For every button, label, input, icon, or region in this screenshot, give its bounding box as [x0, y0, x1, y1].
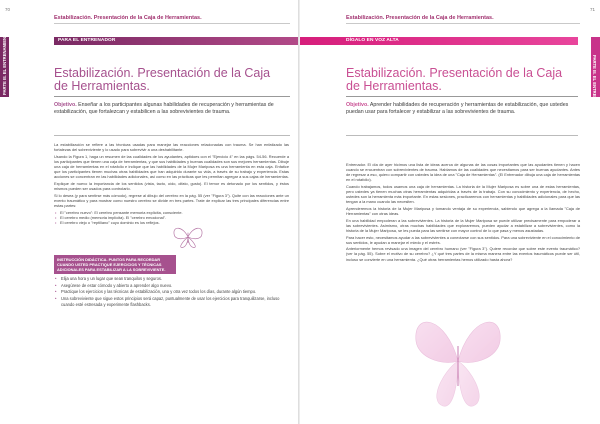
- running-head: Estabilización. Presentación de la Caja de Herramientas.: [346, 15, 494, 21]
- list-item: • Una sobreviviente que sigue estos principios será capaz, puntualmente de usar los ejercicios para tranquilizarse, incluso cuando esté estresada y experimente flashbacks.: [54, 296, 289, 307]
- page-number: 70: [5, 7, 11, 12]
- paragraph: Aprenderemos la historia de la Mujer Mariposa y tomando ventaja de su experiencia, sabiendo que agrega a la llamada "Caja de Herramientas" con otras ideas.: [346, 205, 580, 217]
- paragraph: Para hacer esto, necesitamos ayudar a las sobrevivientes a conectarse con sus sentidos. Para una sobreviviente en el conocimiento de sus sentidos, le ayudan a manejar el miedo y el estrés.: [346, 234, 581, 245]
- paragraph: Cuando trabajamos, todos usamos una caja de herramientas. La historia de la Mujer Mariposa es sobre una de estas herramientas, pero ustedes ya tienen muchas otras herramientas adquiridas a través de la trabajo. Con su conocimiento y experiencia, de hecho, ustedes son la herramienta más importante. En estas sesiones, practicaremos con herramientas y habilidades adicionales para que las tengan a la mano cuando las necesiten.: [346, 183, 580, 205]
- paragraph: Entrenador. El día de ayer hicimos una lista de ideas acerca de algunas de las cosas importantes que las ayudantes tienen y hacen cuando se encuentran con sobrevivientes de trauma. Hablamos de las cualidades que necesitamos para ser buenas ayudantes. Antes de regresar a eso, quiero compartir con ustedes la idea de una "Caja de Herramientas". (El Entrenador dibuja una caja de herramientas en el rotafolio).: [346, 162, 580, 183]
- list-item: • Practique los ejercicios y las técnicas de estabilización, una y otra vez todos los días, durante algún tiempo.: [54, 289, 289, 295]
- divider: [54, 135, 290, 136]
- objective-text: Aprender habilidades de recuperación y herramientas de estabilización, que ustedes puedan usar para fortalecer y estabilizar a las sobrevivientes de trauma.: [346, 102, 569, 115]
- butterfly-icon: [408, 306, 508, 416]
- running-head: Estabilización. Presentación de la Caja de Herramientas.: [54, 15, 202, 21]
- list-item: • El cerebro medio (memoria implícita). El "cerebro emocional".: [54, 215, 289, 220]
- brain-list: [54, 210, 289, 225]
- divider: [54, 96, 290, 97]
- list-item: • Elija una hora y un lugar que sean tranquilos y seguros.: [54, 276, 289, 282]
- list-item: • Asegúrese de estar cómodo y abierto a aprender algo nuevo.: [54, 283, 289, 289]
- divider: [54, 23, 290, 24]
- objective-lead: Objetivo.: [346, 102, 369, 108]
- page-title: Estabilización. Presentación de la Caja de Herramientas.: [346, 66, 563, 93]
- section-banner: PARA EL ENTRENADOR: [54, 37, 300, 45]
- objective-lead: Objetivo.: [54, 102, 77, 108]
- objective: [346, 102, 580, 115]
- divider: [346, 23, 580, 24]
- paragraph: Si lo desea (y para sentirse más cómodo), regrese al dibujo del cerebro en la pág. 55 (ver "Figura 3"). Quite con las reacciones ante un evento traumático y para mostrar como nuestro cerebro se divide en tres partes. Trate de explicar las tres principales diferencias entre estas partes:: [54, 192, 289, 208]
- divider: [346, 96, 578, 97]
- right-page: [300, 0, 600, 424]
- side-tab-label: PARTE III. EL ENTRENAMIENTO: [2, 31, 7, 95]
- page-title: Estabilización. Presentación de la Caja de Herramientas.: [54, 66, 271, 93]
- divider: [346, 135, 578, 136]
- tips-list: [54, 276, 289, 308]
- body-text: [54, 142, 289, 225]
- paragraph: Explique de nuevo la importancia de los sentidos (vista, tacto, oído, olfato, gusto). El temor es detonado por los sentidos, y éstos mismos pueden ser usados para controlarlo.: [54, 180, 289, 191]
- side-tab-label: PARTE III. EL ENTRENAMIENTO: [592, 55, 597, 119]
- list-item: • El "cerebro nuevo": El cerebro pensante memoria explícita, consciente.: [54, 210, 289, 215]
- body-text: [346, 162, 580, 263]
- didactic-callout: INSTRUCCIÓN DIDÁCTICA. PUNTOS PARA RECORDAR CUANDO USTED PRACTIQUE EJERCICIOS Y TÉCNICAS ADICIONALES PARA ESTABILIZAR A LA SOBREVIVIENTE.: [54, 255, 176, 274]
- objective: [54, 102, 289, 115]
- list-item: • El cerebro viejo o "reptiliano" cuyo dominio es los reflejos.: [54, 220, 289, 225]
- section-banner: DÍGALO EN VOZ ALTA: [300, 37, 578, 45]
- paragraph: La estabilización se refiere a las técnicas usadas para manejar las reacciones relacionadas con trauma. Se han enfatizado las fortalezas del sobreviviente y lo usado para sobrevivir a una deshabilitante.: [54, 142, 289, 153]
- paragraph: Anteriormente hemos revisado una imagen del cerebro humano (ver "Figura 3"). Quiere recordar que sobre este evento traumático? (ver la pág. 55). Sobre el motivo de su cerebro? ¿Y qué tres partes de la misma manera entre las eventos traumáticos puede ser útil, incluso se convierte en una herramienta. ¿Qué otras herramientas hemos utilizado hasta ahora?: [346, 246, 580, 262]
- paragraph: En una habilidad empoderan a las sobrevivientes. La historia de la Mujer Mariposa se puede utilizar precisamente para empoderar a las sobrevivientes. Asimismo, otras muchas habilidades que exploraremos, pueden ayudar a estabilizar a sobrevivientes, como la historia de la Mujer Mariposa, se les pueda para las sentirse con mayor control de lo que pasa y menos asustadas.: [346, 217, 580, 233]
- page-number: 71: [589, 7, 595, 12]
- paragraph: Usando la Figura 1, haga un resumen de las cualidades de los ayudantes, aptidoes con el "Ejercicio 4" en las págs. 54-56. Recuerde a los participantes que tienen una caja de herramientas, y que sus habilidades y buenas cualidades son sus mejores herramientas. Dibuje una caja de herramientas en el rotafolio e indique que las habilidades de la Mujer Mariposa es una herramienta en esta caja. Enfatice que los participantes tienen muchas otras habilidades que han adquirido durante su vida, a través de su trabajo y experiencia. Estas acciones se concentran en las habilidades adicionales, así como en las prácticas que les permitan agregar a sus cajas de herramientas.: [54, 153, 289, 180]
- butterfly-icon: [170, 224, 206, 250]
- objective-text: Enseñar a los participantes algunas habilidades de recuperación y herramientas de estabilización, que fortalezcan y estabilicen a las sobrevivientes de trauma.: [54, 102, 274, 115]
